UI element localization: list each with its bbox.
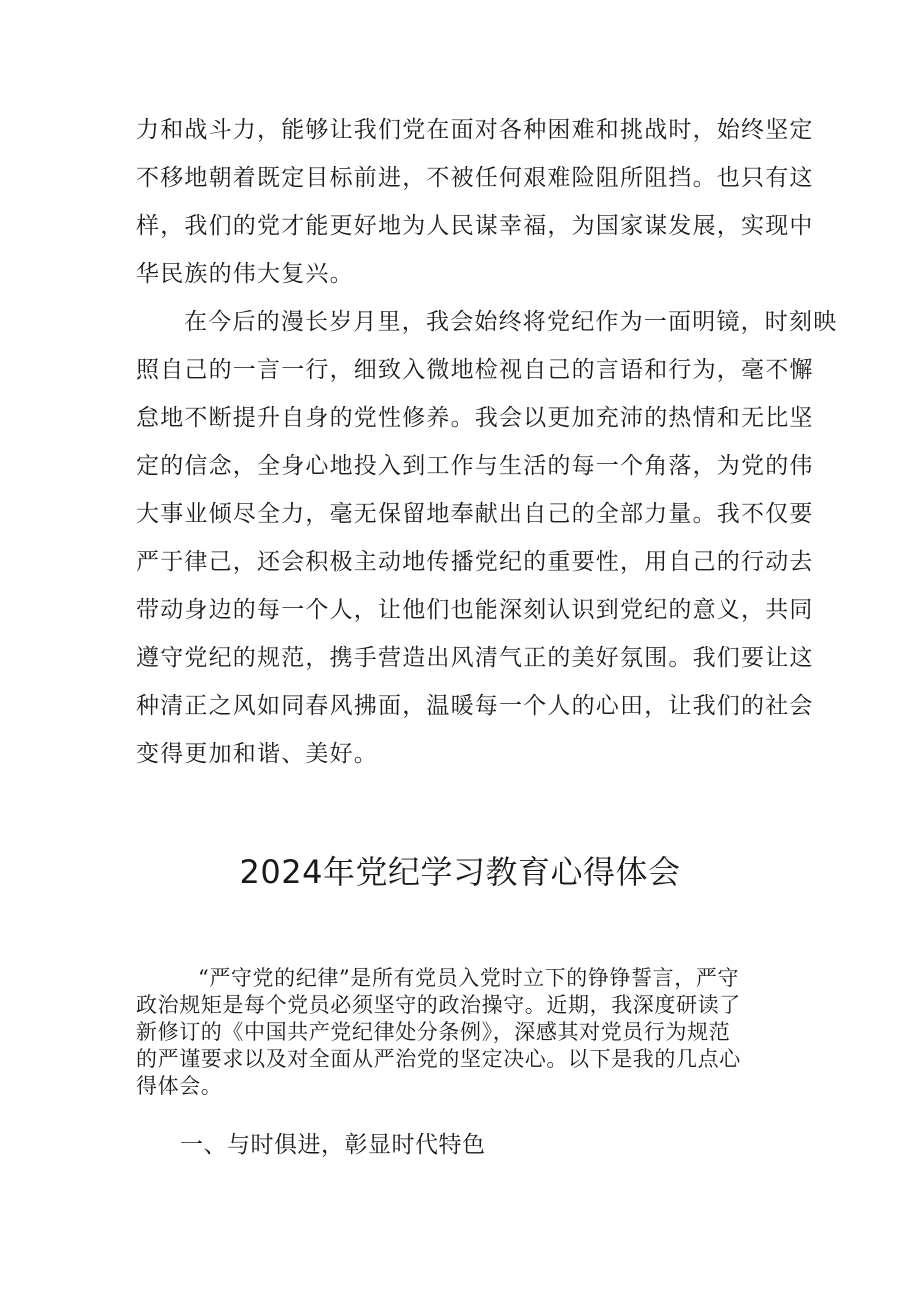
text-line: 大事业倾尽全力，毫无保留地奉献出自己的全部力量。我不仅要 <box>136 501 814 527</box>
text-line: 新修订的《中国共产党纪律处分条例》，深感其对党员行为规范 <box>136 1020 731 1044</box>
text-line: 种清正之风如同春风拂面，温暖每一个人的心田，让我们的社会 <box>136 693 814 719</box>
section-title: 2024年党纪学习教育心得体会 <box>239 853 681 891</box>
text-line: 得体会。 <box>136 1074 223 1098</box>
text-line: 遵守党纪的规范，携手营造出风清气正的美好氛围。我们要让这 <box>136 645 814 671</box>
text-line: 照自己的一言一行，细致入微地检视自己的言语和行为，毫不懈 <box>136 357 814 383</box>
text-line: 政治规矩是每个党员必须坚守的政治操守。近期，我深度研读了 <box>136 993 741 1017</box>
text-line: 华民族的伟大复兴。 <box>136 261 354 287</box>
text-line: 在今后的漫长岁月里，我会始终将党纪作为一面明镜，时刻映 <box>184 309 838 335</box>
text-line: 严于律己，还会积极主动地传播党纪的重要性，用自己的行动去 <box>136 549 814 575</box>
subheading: 一、与时俱进，彰显时代特色 <box>180 1132 486 1158</box>
text-line: 不移地朝着既定目标前进，不被任何艰难险阻所阻挡。也只有这 <box>136 165 814 191</box>
text-line: 力和战斗力，能够让我们党在面对各种困难和挑战时，始终坚定 <box>136 117 814 143</box>
text-line: 的严谨要求以及对全面从严治党的坚定决心。以下是我的几点心 <box>136 1047 741 1071</box>
text-line: “严守党的纪律”是所有党员入党时立下的铮铮誓言，严守 <box>198 966 740 990</box>
text-line: 定的信念，全身心地投入到工作与生活的每一个角落，为党的伟 <box>136 453 814 479</box>
text-line: 变得更加和谐、美好。 <box>136 741 378 767</box>
text-line: 样，我们的党才能更好地为人民谋幸福，为国家谋发展，实现中 <box>136 213 814 239</box>
text-line: 怠地不断提升自身的党性修养。我会以更加充沛的热情和无比坚 <box>136 405 814 431</box>
text-line: 带动身边的每一个人，让他们也能深刻认识到党纪的意义，共同 <box>136 597 814 623</box>
